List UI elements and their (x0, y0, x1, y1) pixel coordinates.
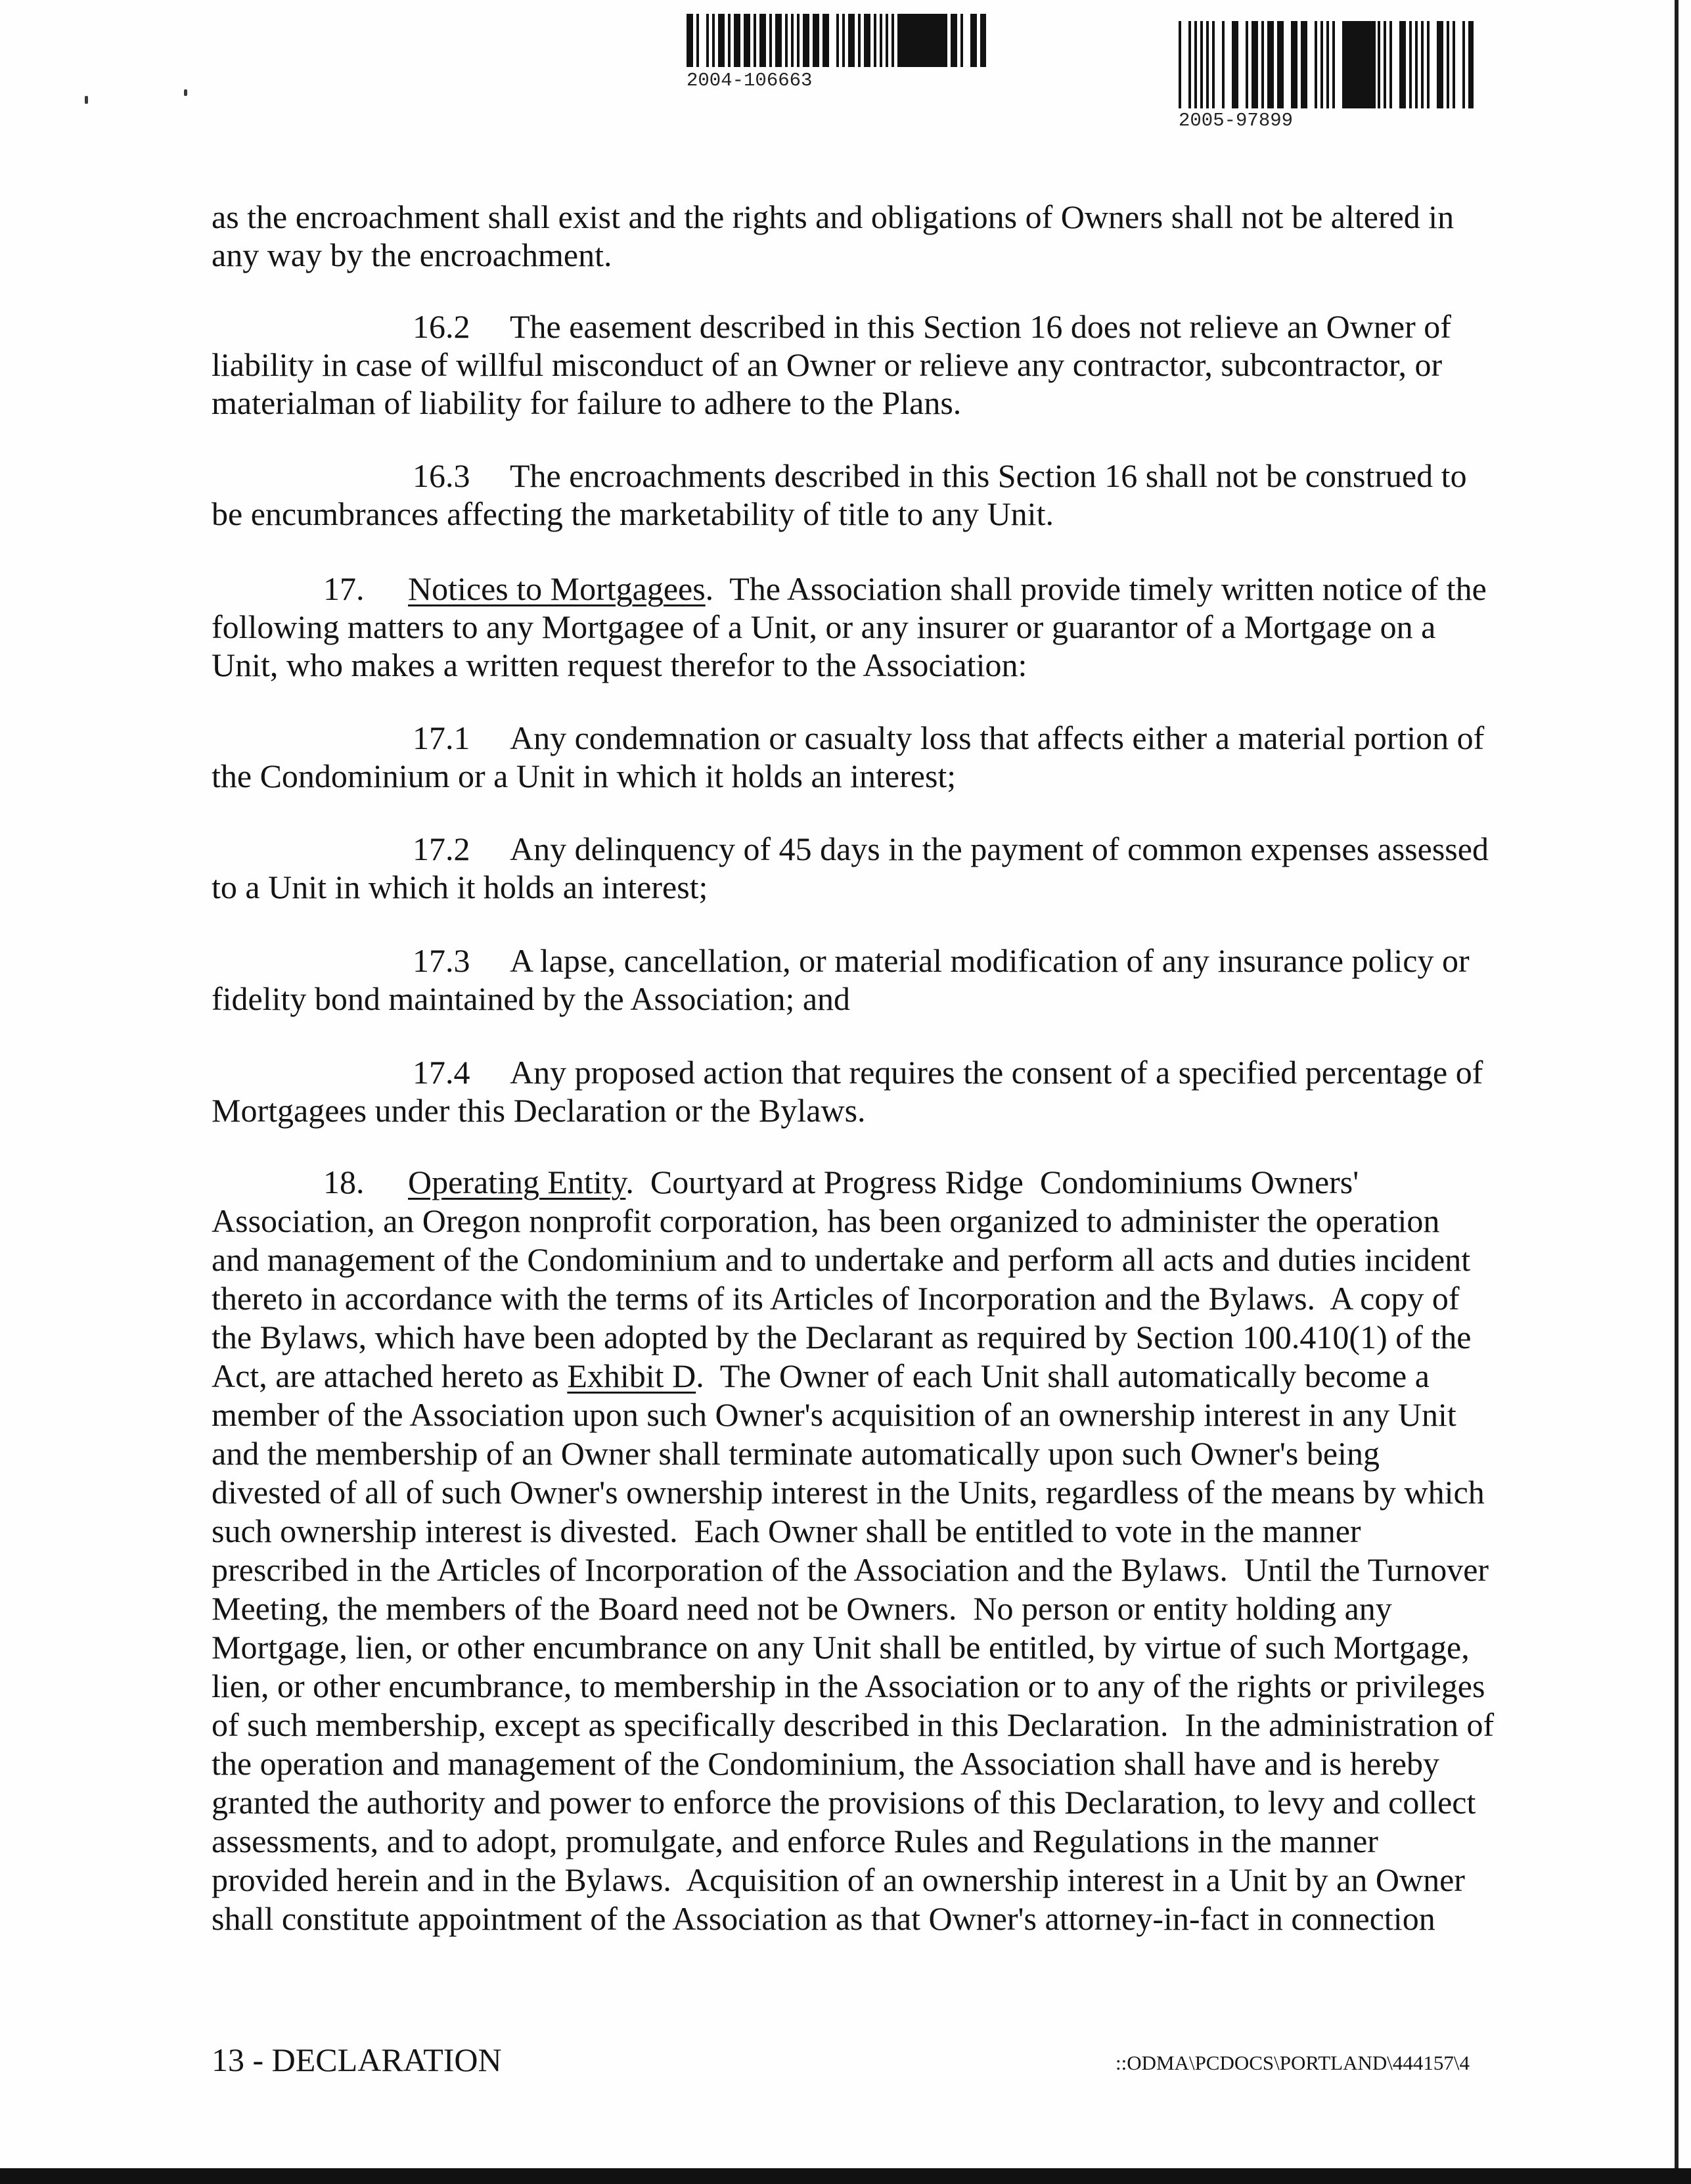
body-text-line (212, 1163, 1519, 1202)
subsection-17-4 (212, 1053, 1519, 1129)
body-text-line (212, 1357, 1519, 1396)
subsection-number: 17.2 (413, 830, 470, 867)
barcode-bar (734, 14, 740, 67)
barcode-bar (823, 14, 829, 67)
barcode-bar (1179, 21, 1181, 108)
barcode-bar (874, 14, 876, 67)
section-heading: Operating Entity (408, 1164, 626, 1200)
barcode-bar (1188, 21, 1191, 108)
subsection-17-3 (212, 942, 1519, 1018)
body-text-line: materialman of liability for failure to adhere to the Plans. (212, 384, 962, 421)
barcode-bar (728, 14, 731, 67)
barcode-bar (898, 14, 947, 67)
body-text-line: the Bylaws, which have been adopted by the Declarant as required by Section 100.410(1) of the (212, 1319, 1472, 1355)
body-text-line: provided herein and in the Bylaws. Acquisition of an ownership interest in a Unit by an Owner (212, 1861, 1465, 1898)
body-text: Act, are attached hereto as (212, 1357, 568, 1394)
body-text-line (212, 570, 1519, 608)
body-text-line: to a Unit in which it holds an interest; (212, 869, 708, 905)
barcode-bar (785, 14, 788, 67)
page-label: 13 - DECLARATION (212, 2041, 502, 2078)
barcode-bar (803, 14, 809, 67)
barcode-bar (858, 14, 861, 67)
barcode-bar (1332, 21, 1335, 108)
body-text: Any proposed action that requires the consent of a specified percentage of (510, 1054, 1483, 1091)
barcode-bar (1462, 21, 1465, 108)
document-path: ::ODMA\PCDOCS\PORTLAND\444157\4 (1116, 2051, 1470, 2074)
body-text-line: granted the authority and power to enforce the provisions of this Declaration, to levy and collect (212, 1784, 1476, 1821)
barcode-bar (791, 14, 794, 67)
section-17 (212, 570, 1519, 684)
barcode-bar (983, 14, 986, 67)
scan-edge-right (1675, 0, 1679, 2184)
body-text: Any condemnation or casualty loss that affects either a material portion of (510, 719, 1485, 756)
barcode-bar (1301, 21, 1307, 108)
body-text-line: of such membership, except as specifically described in this Declaration. In the administration of (212, 1706, 1495, 1743)
barcode-bar (744, 14, 750, 67)
body-text: The easement described in this Section 16 does not relieve an Owner of (510, 308, 1451, 345)
body-text-line (212, 457, 1519, 495)
body-text-line: such ownership interest is divested. Each Owner shall be entitled to vote in the manner (212, 1513, 1361, 1549)
recording-barcode (687, 14, 986, 67)
scan-edge-bottom (0, 2168, 1691, 2184)
body-text: Any delinquency of 45 days in the payment of common expenses assessed (510, 830, 1489, 867)
body-text-line: divested of all of such Owner's ownership interest in the Units, regardless of the means by which (212, 1474, 1485, 1511)
body-text-line: following matters to any Mortgagee of a Unit, or any insurer or guarantor of a Mortgage on a (212, 608, 1436, 645)
barcode-bar (1246, 21, 1248, 108)
barcode-bar (1447, 21, 1449, 108)
subsection-number: 17.4 (413, 1054, 470, 1091)
recording-barcode (1179, 21, 1474, 108)
body-text: . Courtyard at Progress Ridge Condominiums Owners' (625, 1164, 1359, 1200)
recording-number: 2004-106663 (687, 70, 813, 91)
body-text-line (212, 307, 1519, 346)
barcode-bar (797, 14, 800, 67)
body-text-line: the operation and management of the Condominium, the Association shall have and is hereby (212, 1745, 1439, 1782)
barcode-bar (759, 14, 766, 67)
barcode-bar (1277, 21, 1284, 108)
barcode-bar (687, 14, 693, 67)
body-text-line: assessments, and to adopt, promulgate, and enforce Rules and Regulations in the manner (212, 1823, 1378, 1859)
barcode-bar (1384, 21, 1386, 108)
body-text-line: and the membership of an Owner shall terminate automatically upon such Owner's being (212, 1435, 1380, 1472)
barcode-bar (1206, 21, 1209, 108)
section-18 (212, 1163, 1519, 1938)
barcode-bar (836, 14, 839, 67)
barcode-bar (706, 14, 709, 67)
subsection-17-2 (212, 830, 1519, 906)
body-text-line: be encumbrances affecting the marketability of title to any Unit. (212, 495, 1054, 532)
body-text-line: Mortgagees under this Declaration or the Bylaws. (212, 1092, 866, 1129)
barcode-bar (1291, 21, 1297, 108)
body-text-line (212, 1053, 1519, 1091)
body-text: . The Owner of each Unit shall automatically become a (696, 1357, 1430, 1394)
barcode-bar (1222, 21, 1225, 108)
barcode-bar (1232, 21, 1238, 108)
section-number: 18. (323, 1164, 365, 1200)
body-text-line: member of the Association upon such Owner's acquisition of an ownership interest in any Unit (212, 1396, 1456, 1433)
barcode-bar (1421, 21, 1424, 108)
barcode-bar (842, 14, 845, 67)
body-text-line: the Condominium or a Unit in which it holds an interest; (212, 758, 957, 794)
recording-number: 2005-97899 (1179, 110, 1294, 131)
body-text-line (212, 942, 1519, 980)
barcode-bar (1315, 21, 1317, 108)
body-text: . The Association shall provide timely written notice of the (705, 570, 1487, 607)
barcode-bar (1378, 21, 1380, 108)
body-text-line: Association, an Oregon nonprofit corporation, has been organized to administer the operation (212, 1202, 1440, 1239)
barcode-bar (864, 14, 870, 67)
subsection-number: 16.3 (413, 457, 470, 494)
barcode-bar (886, 14, 888, 67)
subsection-16-2 (212, 307, 1519, 422)
body-text: A lapse, cancellation, or material modification of any insurance policy or (510, 942, 1470, 979)
barcode-bar (970, 14, 977, 67)
barcode-bar (1251, 21, 1258, 108)
barcode-bar (754, 14, 756, 67)
body-text-line (212, 830, 1519, 868)
subsection-number: 16.2 (413, 308, 470, 345)
body-text-line: any way by the encroachment. (212, 237, 612, 273)
body-text-line: liability in case of willful misconduct of an Owner or relieve any contractor, subcontractor, or (212, 346, 1443, 383)
body-text-line: and management of the Condominium and to undertake and perform all acts and duties incident (212, 1241, 1471, 1278)
barcode-bar (1415, 21, 1418, 108)
subsection-16-3 (212, 457, 1519, 533)
exhibit-reference: Exhibit D (567, 1357, 696, 1394)
barcode-bar (1389, 21, 1392, 108)
body-text-line: lien, or other encumbrance, to membership in the Association or to any of the rights or privileges (212, 1668, 1485, 1704)
subsection-17-1 (212, 719, 1519, 795)
barcode-bar (1200, 21, 1203, 108)
body-text-line: shall constitute appointment of the Association as that Owner's attorney-in-fact in connection (212, 1900, 1435, 1937)
barcode-bar (951, 14, 957, 67)
barcode-bar (1326, 21, 1329, 108)
barcode-bar (848, 14, 855, 67)
body-text-line: fidelity bond maintained by the Association; and (212, 980, 851, 1017)
barcode-bar (1453, 21, 1455, 108)
scan-speck (85, 96, 88, 104)
barcode-bar (1470, 21, 1474, 108)
barcode-bar (880, 14, 882, 67)
body-text-line (212, 719, 1519, 757)
barcode-bar (1344, 21, 1376, 108)
barcode-bar (696, 14, 699, 67)
barcode-bar (775, 14, 782, 67)
barcode-bar (718, 14, 725, 67)
barcode-bar (1261, 21, 1264, 108)
barcode-bar (1409, 21, 1412, 108)
barcode-bar (1399, 21, 1406, 108)
barcode-bar (960, 14, 963, 67)
barcode-bar (1267, 21, 1274, 108)
subsection-number: 17.3 (413, 942, 470, 979)
continued-paragraph (212, 198, 1519, 274)
body-text-line: Mortgage, lien, or other encumbrance on any Unit shall be entitled, by virtue of such Mortgage, (212, 1629, 1470, 1666)
barcode-bar (712, 14, 715, 67)
body-text-line: prescribed in the Articles of Incorporation of the Association and the Bylaws. Until the Turnover (212, 1551, 1489, 1588)
subsection-number: 17.1 (413, 719, 470, 756)
body-text-line: Unit, who makes a written request therefor to the Association: (212, 647, 1027, 683)
body-text: The encroachments described in this Section 16 shall not be construed to (510, 457, 1467, 494)
barcode-bar (1437, 21, 1443, 108)
body-text-line: thereto in accordance with the terms of its Articles of Incorporation and the Bylaws. A copy of (212, 1280, 1460, 1317)
barcode-bar (1320, 21, 1323, 108)
body-text-line: Meeting, the members of the Board need not be Owners. No person or entity holding any (212, 1590, 1392, 1627)
section-number: 17. (323, 570, 365, 607)
barcode-bar (1194, 21, 1197, 108)
section-heading: Notices to Mortgagees (408, 570, 706, 607)
barcode-bar (813, 14, 819, 67)
barcode-bar (769, 14, 772, 67)
body-text-line: as the encroachment shall exist and the rights and obligations of Owners shall not be altered in (212, 198, 1454, 235)
barcode-bar (1212, 21, 1215, 108)
scan-speck (184, 89, 187, 96)
barcode-bar (1427, 21, 1430, 108)
barcode-bar (891, 14, 894, 67)
